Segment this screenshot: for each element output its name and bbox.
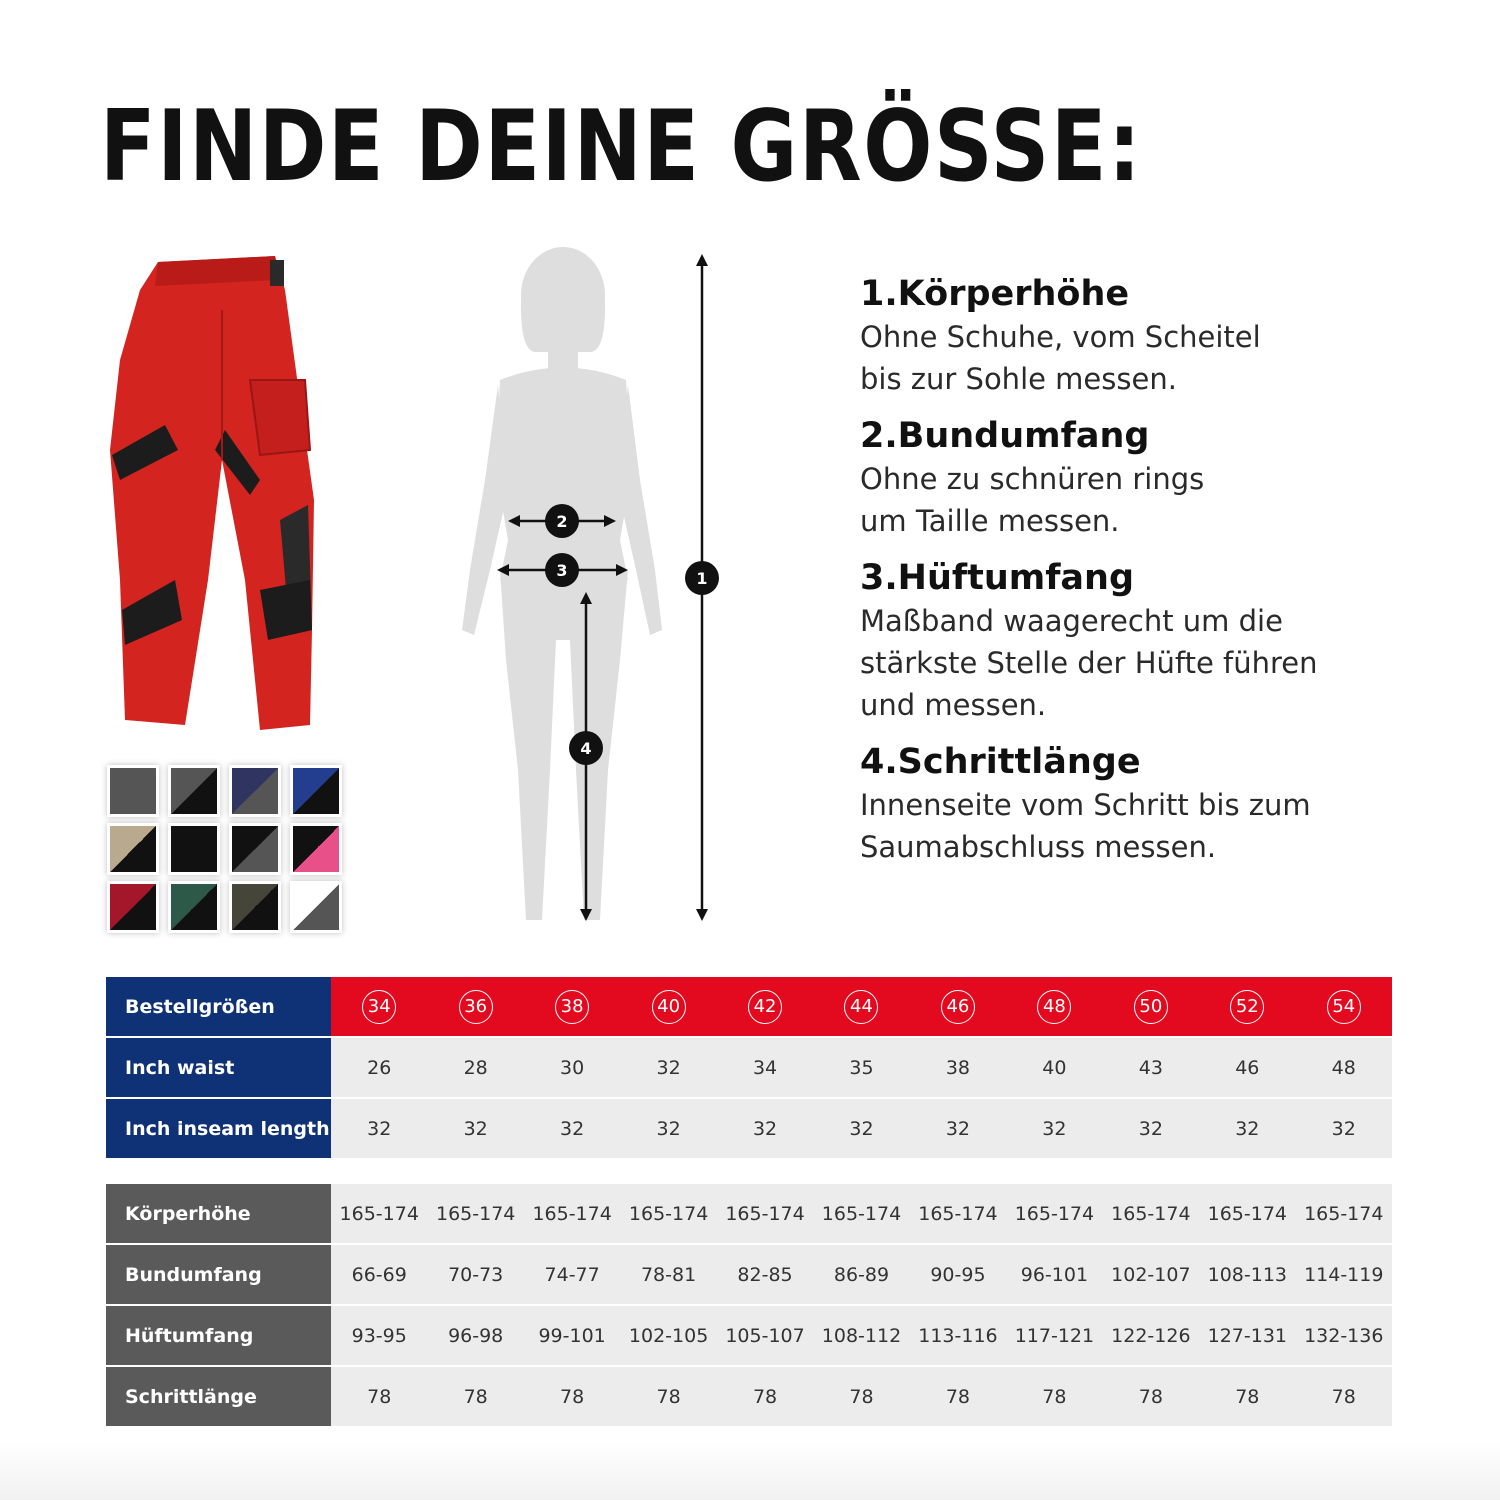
marker-3-label: 3 — [556, 561, 568, 580]
color-swatch — [229, 765, 281, 817]
table-cell: 165-174 — [1296, 1184, 1392, 1244]
table-cell: 78 — [427, 1366, 523, 1427]
color-swatch — [107, 881, 159, 933]
color-swatch — [168, 823, 220, 875]
table-cell: 30 — [524, 1037, 620, 1098]
color-swatch — [168, 881, 220, 933]
table-cell: 78-81 — [620, 1244, 716, 1305]
table-cell: 32 — [427, 1098, 523, 1159]
table-cell: 32 — [1006, 1098, 1102, 1159]
marker-2-label: 2 — [556, 512, 568, 531]
table-cell: 105-107 — [717, 1305, 813, 1366]
table-row — [106, 1305, 1392, 1366]
table-cell: 78 — [910, 1366, 1006, 1427]
step-title: 2.Bundumfang — [860, 416, 1150, 456]
size-badge: 54 — [1327, 990, 1361, 1024]
size-cell — [1296, 977, 1392, 1037]
size-cell — [524, 977, 620, 1037]
size-badge: 38 — [555, 990, 589, 1024]
marker-3 — [545, 553, 579, 587]
table-row — [106, 1184, 1392, 1244]
table-cell: 32 — [717, 1098, 813, 1159]
table-cell: 38 — [910, 1037, 1006, 1098]
size-cell — [813, 977, 909, 1037]
color-swatch — [229, 881, 281, 933]
marker-2 — [545, 504, 579, 538]
size-cell — [620, 977, 716, 1037]
size-badge: 40 — [652, 990, 686, 1024]
row-label: Inch inseam length — [106, 1098, 331, 1159]
size-cell — [910, 977, 1006, 1037]
table-cell: 165-174 — [427, 1184, 523, 1244]
size-cell — [1103, 977, 1199, 1037]
table-cell: 96-98 — [427, 1305, 523, 1366]
table-cell: 28 — [427, 1037, 523, 1098]
table-cell: 86-89 — [813, 1244, 909, 1305]
marker-1 — [685, 561, 719, 595]
color-swatch — [290, 823, 342, 875]
size-cell — [717, 977, 813, 1037]
size-badge: 50 — [1134, 990, 1168, 1024]
size-badge: 36 — [459, 990, 493, 1024]
step-text: Ohne Schuhe, vom Scheitel bis zur Sohle messen. — [860, 320, 1261, 396]
table-cell: 165-174 — [1006, 1184, 1102, 1244]
table-row — [106, 1244, 1392, 1305]
table-cell: 82-85 — [717, 1244, 813, 1305]
size-cell — [331, 977, 427, 1037]
table-cell: 165-174 — [813, 1184, 909, 1244]
table-row — [106, 1037, 1392, 1098]
table-cell: 165-174 — [910, 1184, 1006, 1244]
table-cell: 114-119 — [1296, 1244, 1392, 1305]
table-cell: 78 — [813, 1366, 909, 1427]
step-text: Ohne zu schnüren rings um Taille messen. — [860, 462, 1205, 538]
size-badge: 46 — [941, 990, 975, 1024]
table-row — [106, 1098, 1392, 1159]
table-cell: 127-131 — [1199, 1305, 1295, 1366]
table-cell: 113-116 — [910, 1305, 1006, 1366]
product-pants-image — [100, 250, 330, 740]
table-cell: 102-105 — [620, 1305, 716, 1366]
color-swatch — [290, 881, 342, 933]
table-cell: 122-126 — [1103, 1305, 1199, 1366]
table-cell: 165-174 — [717, 1184, 813, 1244]
row-label: Körperhöhe — [106, 1184, 331, 1244]
table-cell: 46 — [1199, 1037, 1295, 1098]
color-swatch — [107, 823, 159, 875]
size-badge: 34 — [362, 990, 396, 1024]
table-header-row — [106, 977, 1392, 1037]
table-cell: 32 — [813, 1098, 909, 1159]
table-cell: 74-77 — [524, 1244, 620, 1305]
color-swatch — [107, 765, 159, 817]
step-title: 3.Hüftumfang — [860, 558, 1135, 598]
table-row — [106, 1366, 1392, 1427]
table-cell: 78 — [1006, 1366, 1102, 1427]
step-1 — [860, 272, 1460, 400]
color-swatch — [229, 823, 281, 875]
row-label: Schrittlänge — [106, 1366, 331, 1427]
step-2 — [860, 414, 1460, 542]
measurement-instructions — [860, 272, 1460, 882]
table-cell: 32 — [1296, 1098, 1392, 1159]
body-measurement-figure — [440, 240, 740, 940]
table-cell: 66-69 — [331, 1244, 427, 1305]
table-cell: 70-73 — [427, 1244, 523, 1305]
step-title: 4.Schrittlänge — [860, 742, 1141, 782]
table-cell: 99-101 — [524, 1305, 620, 1366]
table-cell: 165-174 — [524, 1184, 620, 1244]
marker-4-label: 4 — [580, 739, 592, 758]
step-4 — [860, 740, 1460, 868]
table-cell: 35 — [813, 1037, 909, 1098]
row-label: Hüftumfang — [106, 1305, 331, 1366]
step-3 — [860, 556, 1460, 726]
step-title: 1.Körperhöhe — [860, 274, 1130, 314]
table-cell: 93-95 — [331, 1305, 427, 1366]
row-label: Bestellgrößen — [106, 977, 331, 1037]
size-badge: 44 — [844, 990, 878, 1024]
table-cell: 32 — [1103, 1098, 1199, 1159]
table-cell: 32 — [1199, 1098, 1295, 1159]
size-cell — [1006, 977, 1102, 1037]
size-badge: 48 — [1037, 990, 1071, 1024]
bottom-shadow — [0, 1440, 1500, 1500]
table-cell: 90-95 — [910, 1244, 1006, 1305]
table-cell: 32 — [620, 1098, 716, 1159]
table-cell: 40 — [1006, 1037, 1102, 1098]
table-cell: 165-174 — [620, 1184, 716, 1244]
table-cell: 32 — [331, 1098, 427, 1159]
table-cell: 78 — [1103, 1366, 1199, 1427]
page-title: FINDE DEINE GRÖSSE: — [100, 90, 1143, 204]
table-cell: 102-107 — [1103, 1244, 1199, 1305]
table-cell: 117-121 — [1006, 1305, 1102, 1366]
table-cell: 132-136 — [1296, 1305, 1392, 1366]
table-cell: 108-113 — [1199, 1244, 1295, 1305]
size-cell — [427, 977, 523, 1037]
table-cell: 165-174 — [331, 1184, 427, 1244]
size-cell — [1199, 977, 1295, 1037]
table-cell: 165-174 — [1103, 1184, 1199, 1244]
size-table-orders — [106, 977, 1392, 1160]
table-cell: 32 — [620, 1037, 716, 1098]
table-cell: 78 — [620, 1366, 716, 1427]
row-label: Inch waist — [106, 1037, 331, 1098]
table-cell: 78 — [717, 1366, 813, 1427]
table-cell: 96-101 — [1006, 1244, 1102, 1305]
color-swatch-grid — [104, 762, 344, 936]
table-cell: 34 — [717, 1037, 813, 1098]
table-cell: 165-174 — [1199, 1184, 1295, 1244]
table-cell: 32 — [910, 1098, 1006, 1159]
table-cell: 48 — [1296, 1037, 1392, 1098]
size-table-measurements — [106, 1184, 1392, 1428]
size-badge: 52 — [1230, 990, 1264, 1024]
table-cell: 78 — [1296, 1366, 1392, 1427]
table-cell: 26 — [331, 1037, 427, 1098]
table-cell: 108-112 — [813, 1305, 909, 1366]
table-cell: 78 — [1199, 1366, 1295, 1427]
step-text: Maßband waagerecht um die stärkste Stelle der Hüfte führen und messen. — [860, 604, 1318, 722]
table-cell: 43 — [1103, 1037, 1199, 1098]
color-swatch — [168, 765, 220, 817]
table-cell: 32 — [524, 1098, 620, 1159]
size-badge: 42 — [748, 990, 782, 1024]
marker-4 — [569, 731, 603, 765]
table-cell: 78 — [331, 1366, 427, 1427]
row-label: Bundumfang — [106, 1244, 331, 1305]
step-text: Innenseite vom Schritt bis zum Saumabschluss messen. — [860, 788, 1311, 864]
table-cell: 78 — [524, 1366, 620, 1427]
marker-1-label: 1 — [696, 569, 708, 588]
color-swatch — [290, 765, 342, 817]
